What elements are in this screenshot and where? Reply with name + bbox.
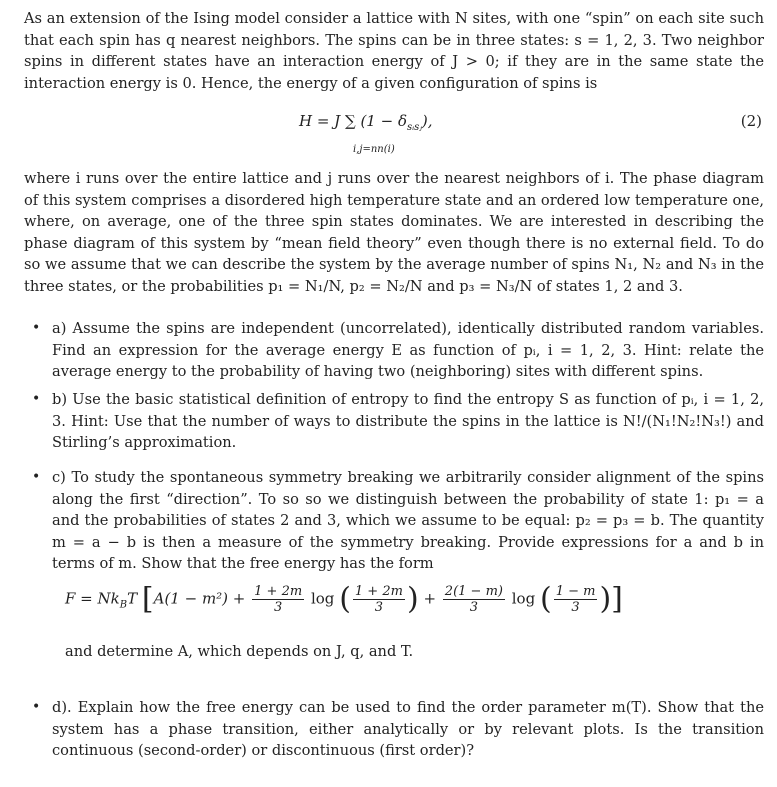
- list-item-a: [32, 318, 764, 383]
- fraction: $\frac{1 - m}{3}$: [555, 584, 596, 615]
- fraction: $\frac{1 + 2m}{3}$: [254, 584, 303, 615]
- fraction: $\frac{2(1 - m)}{3}$: [444, 584, 503, 615]
- equation-2-body: H = J ∑ $(1 - \delta_{sᵢsⱼ})$,: [299, 112, 433, 133]
- item-b-text: b) Use the basic statistical definition of entropy to find the entropy S as function of pᵢ, i = 1, 2, 3. Hint: Use that the number of ways to distribute the spins in the lattice is N!/(N₁!N₂!N₃!) and Stirling’s approximation.: [52, 391, 764, 452]
- list-item-b: [32, 389, 764, 454]
- item-d-text: d). Explain how the free energy can be used to find the order parameter m(T). Show that the system has a phase transition, either analytically or by relevant plots. Is the transition continuous (second-order) or discontinuous (first order)?: [52, 699, 764, 760]
- sum-subscript: i,j=nn(i): [353, 144, 395, 155]
- list-item-c: [32, 467, 764, 575]
- equation-number: (2): [740, 112, 762, 130]
- bullet: •: [32, 699, 41, 715]
- intro-paragraph: As an extension of the Ising model consider a lattice with N sites, with one “spin” on each site such that each spin has q nearest neighbors. The spins can be in three states: s = 1, 2, 3. Two neighbor spins in different states have an interaction energy of J > 0; if they are in the same state the interaction energy is 0. Hence, the energy of a given configuration of spins is: [24, 10, 764, 92]
- bullet: •: [32, 469, 41, 485]
- item-c-text: c) To study the spontaneous symmetry breaking we arbitrarily consider alignment of the spins along the first “direction”. To so so we distinguish between the probability of state 1: p₁ = a and the probabilities of states 2 and 3, which we assume to be equal: p₂ = p₃ = b. The quantity m = a − b is then a measure of the symmetry breaking. Provide expressions for a and b in terms of m. Show that the free energy has the form: [52, 469, 764, 573]
- free-energy-tail: and determine A, which depends on J, q, and T.: [65, 643, 414, 660]
- list-item-d: [32, 697, 764, 762]
- bullet: •: [32, 391, 41, 407]
- where-paragraph: where i runs over the entire lattice and j runs over the nearest neighbors of i. The phase diagram of this system comprises a disordered high temperature state and an ordered low temperature one, where, on average, one of the three spin states dominates. We are interested in describing the phase diagram of this system by “mean field theory” even though there is no external field. To do so we assume that we can describe the system by the average number of spins N₁, N₂ and N₃ in the three states, or the probabilities p₁ = N₁/N, p₂ = N₂/N and p₃ = N₃/N of states 1, 2 and 3.: [24, 170, 764, 295]
- item-a-text: a) Assume the spins are independent (uncorrelated), identically distributed random variables. Find an expression for the average energy E as function of pᵢ, i = 1, 2, 3. Hint: relate the average energy to the probability of having two (neighboring) sites with different spins.: [52, 320, 764, 381]
- equation-2: [24, 111, 764, 155]
- fraction: $\frac{1 + 2m}{3}$: [354, 584, 403, 615]
- bullet: •: [32, 320, 41, 336]
- free-energy-equation: $F = Nk_BT$ [A(1 − m²) + $\frac{1 + 2m}{3}$ log ( $\frac{1 + 2m}{3}$ ) + $\frac{2(1 - m)}{3}$ log ( $\frac{1 - m}{3}$ )]: [65, 581, 623, 617]
